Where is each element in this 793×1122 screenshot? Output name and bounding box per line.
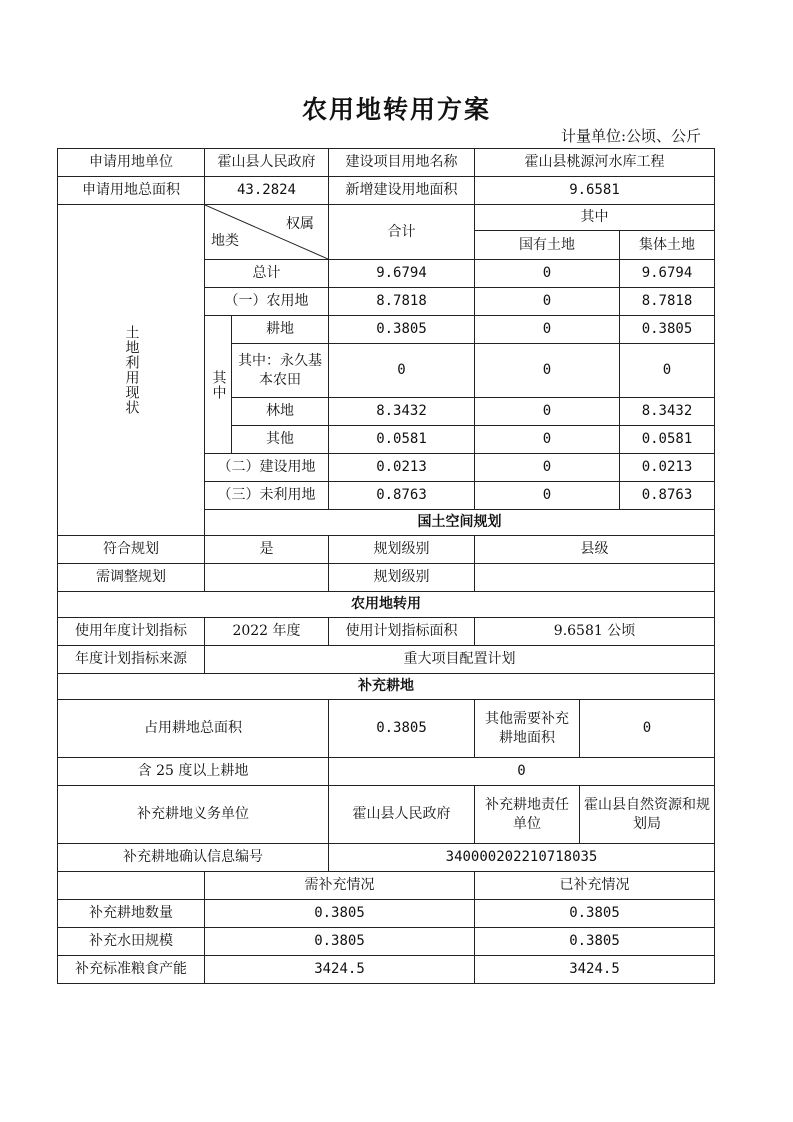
plan-label: 使用年度计划指标	[58, 618, 205, 646]
done-cell: 0.3805	[475, 900, 715, 928]
level-label: 规划级别	[329, 536, 475, 564]
confirm-value: 340000202210718035	[329, 844, 715, 872]
total-col-header: 合计	[329, 205, 475, 260]
owner-category-header	[205, 205, 329, 260]
collective-cell: 0.0581	[620, 426, 715, 454]
conversion-section-header: 农用地转用	[58, 592, 715, 618]
adjust-label: 需调整规划	[58, 564, 205, 592]
collective-cell: 0.3805	[620, 316, 715, 344]
plan-value: 2022 年度	[205, 618, 329, 646]
owner-label: 权属	[286, 216, 314, 232]
collective-cell: 0.8763	[620, 482, 715, 510]
land-status-side-label	[58, 205, 205, 536]
duty-label: 补充耕地义务单位	[58, 786, 329, 844]
row-label: （三）未利用地	[205, 482, 329, 510]
collective-cell: 8.7818	[620, 288, 715, 316]
state-cell: 0	[475, 260, 620, 288]
adjust-level-value	[475, 564, 715, 592]
state-cell: 0	[475, 398, 620, 426]
category-label: 地类	[211, 233, 239, 250]
need-cell: 0.3805	[205, 928, 475, 956]
total-area-label: 申请用地总面积	[58, 177, 205, 205]
resp-label: 补充耕地责任单位	[475, 786, 580, 844]
applicant-value: 霍山县人民政府	[205, 149, 329, 177]
state-cell: 0	[475, 454, 620, 482]
row-label: 其他	[232, 426, 329, 454]
other-need-value: 0	[580, 700, 715, 758]
source-label: 年度计划指标来源	[58, 646, 205, 674]
row-label: （二）建设用地	[205, 454, 329, 482]
applicant-label: 申请用地单位	[58, 149, 205, 177]
new-area-value: 9.6581	[475, 177, 715, 205]
other-need-label: 其他需要补充耕地面积	[475, 700, 580, 758]
planning-section-header: 国土空间规划	[205, 510, 715, 536]
row-label: 林地	[232, 398, 329, 426]
table-row	[58, 956, 715, 984]
collective-cell: 0.0213	[620, 454, 715, 482]
collective-cell: 0	[620, 344, 715, 398]
sum-cell: 0.8763	[329, 482, 475, 510]
state-cell: 0	[475, 426, 620, 454]
unit-note: 计量单位:公顷、公斤	[560, 127, 701, 145]
source-value: 重大项目配置计划	[205, 646, 715, 674]
resp-value: 霍山县自然资源和规划局	[580, 786, 715, 844]
adjust-value	[205, 564, 329, 592]
sum-cell: 9.6794	[329, 260, 475, 288]
row-label: 其中：永久基本农田	[232, 344, 329, 398]
occupied-value: 0.3805	[329, 700, 475, 758]
conform-label: 符合规划	[58, 536, 205, 564]
duty-value: 霍山县人民政府	[329, 786, 475, 844]
qizhong-text: 其中	[210, 369, 227, 400]
need-col-header: 需补充情况	[205, 872, 475, 900]
adjust-level-label: 规划级别	[329, 564, 475, 592]
need-cell: 3424.5	[205, 956, 475, 984]
slope-label: 含 25 度以上耕地	[58, 758, 329, 786]
done-cell: 0.3805	[475, 928, 715, 956]
plan-area-value: 9.6581 公顷	[475, 618, 715, 646]
state-land-header: 国有土地	[475, 231, 620, 260]
state-cell: 0	[475, 288, 620, 316]
conform-value: 是	[205, 536, 329, 564]
among-header: 其中	[475, 205, 715, 231]
blank-header-cell	[58, 872, 205, 900]
project-label: 建设项目用地名称	[329, 149, 475, 177]
done-cell: 3424.5	[475, 956, 715, 984]
table-row	[58, 900, 715, 928]
land-conversion-table	[57, 148, 715, 984]
sum-cell: 0.0581	[329, 426, 475, 454]
supplement-section-header: 补充耕地	[58, 674, 715, 700]
qizhong-label	[205, 316, 232, 454]
state-cell: 0	[475, 344, 620, 398]
done-col-header: 已补充情况	[475, 872, 715, 900]
collective-land-header: 集体土地	[620, 231, 715, 260]
collective-cell: 9.6794	[620, 260, 715, 288]
supplement-row-label: 补充耕地数量	[58, 900, 205, 928]
need-cell: 0.3805	[205, 900, 475, 928]
state-cell: 0	[475, 482, 620, 510]
row-label: 耕地	[232, 316, 329, 344]
level-value: 县级	[475, 536, 715, 564]
sum-cell: 8.3432	[329, 398, 475, 426]
sum-cell: 0	[329, 344, 475, 398]
document-title: 农用地转用方案	[301, 95, 491, 124]
project-value: 霍山县桃源河水库工程	[475, 149, 715, 177]
row-label: 总计	[205, 260, 329, 288]
confirm-label: 补充耕地确认信息编号	[58, 844, 329, 872]
sum-cell: 8.7818	[329, 288, 475, 316]
sum-cell: 0.0213	[329, 454, 475, 482]
supplement-row-label: 补充标准粮食产能	[58, 956, 205, 984]
new-area-label: 新增建设用地面积	[329, 177, 475, 205]
plan-area-label: 使用计划指标面积	[329, 618, 475, 646]
table-row	[58, 928, 715, 956]
sum-cell: 0.3805	[329, 316, 475, 344]
supplement-row-label: 补充水田规模	[58, 928, 205, 956]
slope-value: 0	[329, 758, 715, 786]
collective-cell: 8.3432	[620, 398, 715, 426]
total-area-value: 43.2824	[205, 177, 329, 205]
state-cell: 0	[475, 316, 620, 344]
row-label: （一）农用地	[205, 288, 329, 316]
land-status-side-text: 土地利用现状	[123, 325, 140, 415]
occupied-label: 占用耕地总面积	[58, 700, 329, 758]
